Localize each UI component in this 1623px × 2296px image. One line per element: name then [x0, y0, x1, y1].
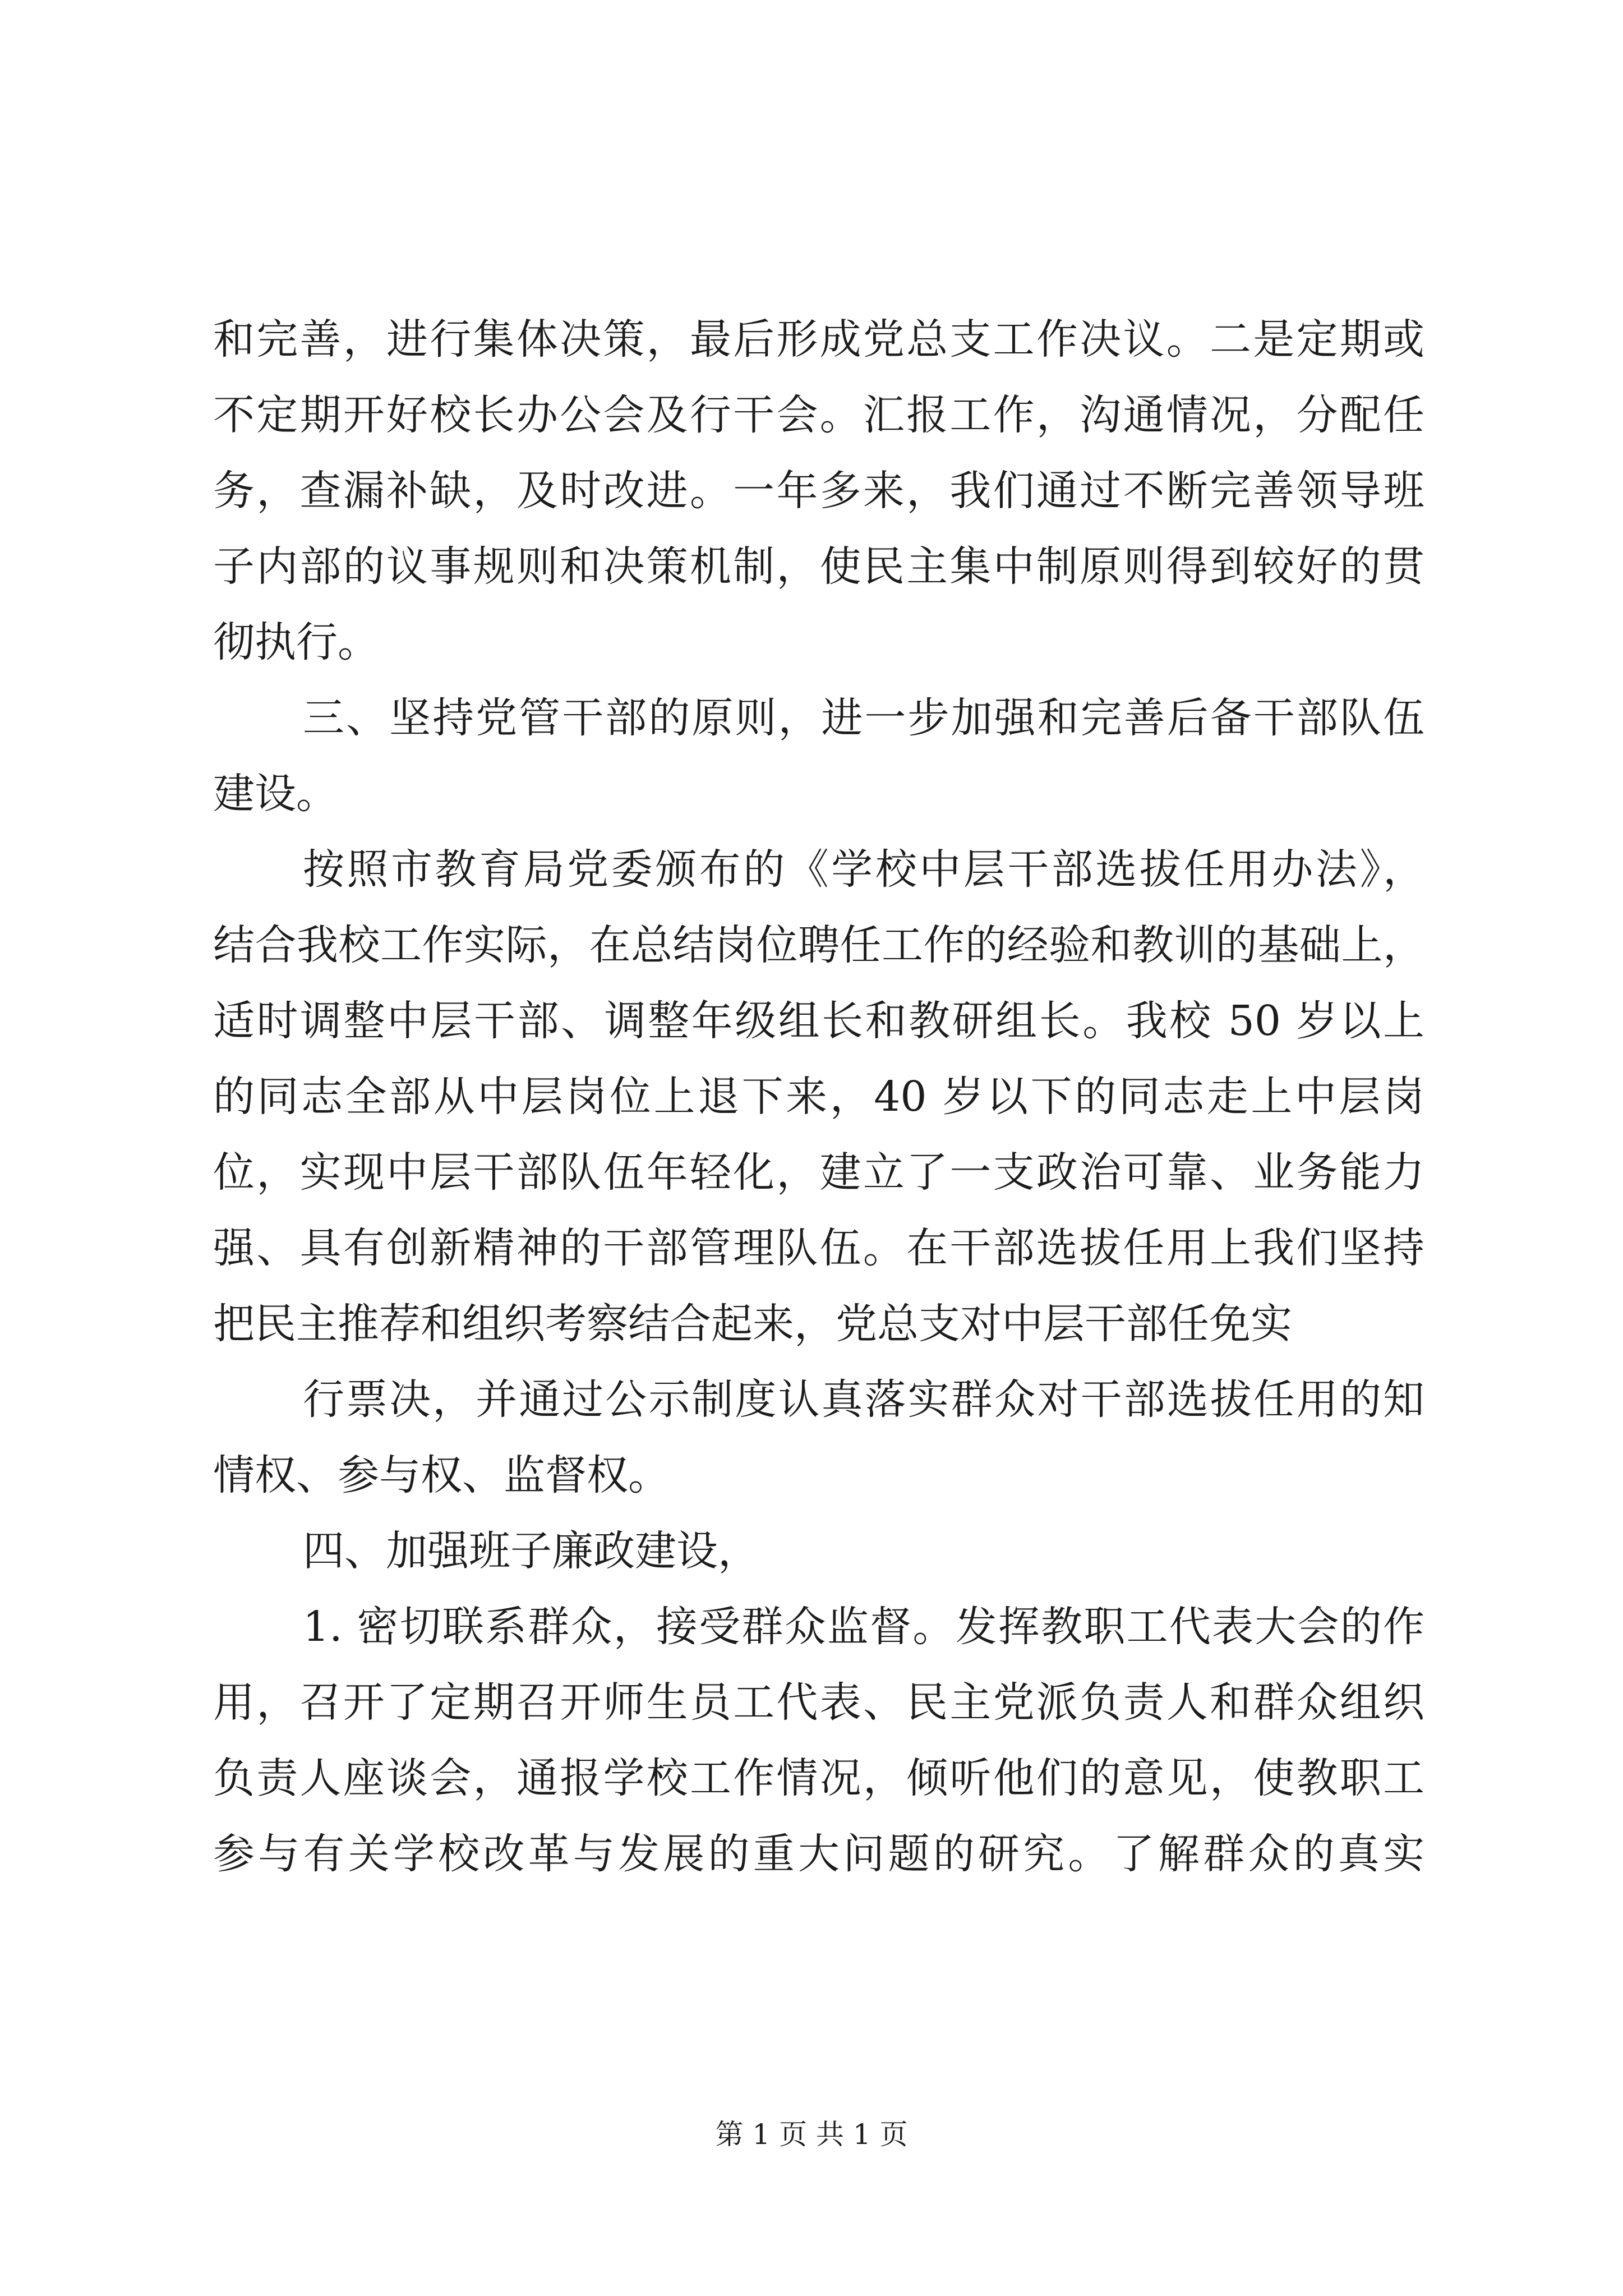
section-heading: 四、加强班子廉政建设， [303, 1527, 759, 1575]
body-line: 参与有关学校改革与发展的重大问题的研究。了解群众的真实 [213, 1830, 1424, 1878]
body-line: 彻执行。 [213, 618, 379, 666]
body-line: 1. 密切联系群众，接受群众监督。发挥教职工代表大会的作 [303, 1603, 1424, 1651]
section-heading-continuation: 建设。 [213, 770, 338, 818]
section-heading: 三、坚持党管干部的原则，进一步加强和完善后备干部队伍 [303, 694, 1424, 742]
body-line: 子内部的议事规则和决策机制，使民主集中制原则得到较好的贯 [213, 542, 1424, 591]
body-line: 结合我校工作实际，在总结岗位聘任工作的经验和教训的基础上， [213, 921, 1424, 969]
page-number-footer: 第 1 页 共 1 页 [715, 2118, 908, 2151]
body-line: 适时调整中层干部、调整年级组长和教研组长。我校 50 岁以上 [213, 997, 1424, 1045]
body-line: 按照市教育局党委颁布的《学校中层干部选拔任用办法》， [303, 845, 1424, 894]
body-line: 把民主推荐和组织考察结合起来，党总支对中层干部任免实 [213, 1300, 1292, 1348]
body-line: 和完善，进行集体决策，最后形成党总支工作决议。二是定期或 [213, 315, 1424, 364]
body-line: 强、具有创新精神的干部管理队伍。在干部选拔任用上我们坚持 [213, 1224, 1424, 1272]
body-line: 不定期开好校长办公会及行干会。汇报工作，沟通情况，分配任 [213, 391, 1424, 439]
body-line: 行票决，并通过公示制度认真落实群众对干部选拔任用的知 [303, 1375, 1424, 1424]
body-line: 务，查漏补缺，及时改进。一年多来，我们通过不断完善领导班 [213, 467, 1424, 515]
body-line: 负责人座谈会，通报学校工作情况，倾听他们的意见，使教职工 [213, 1754, 1424, 1802]
body-line: 情权、参与权、监督权。 [213, 1451, 670, 1499]
body-line: 位，实现中层干部队伍年轻化，建立了一支政治可靠、业务能力 [213, 1148, 1424, 1197]
body-line: 的同志全部从中层岗位上退下来，40 岁以下的同志走上中层岗 [213, 1073, 1424, 1121]
body-line: 用，召开了定期召开师生员工代表、民主党派负责人和群众组织 [213, 1678, 1424, 1727]
